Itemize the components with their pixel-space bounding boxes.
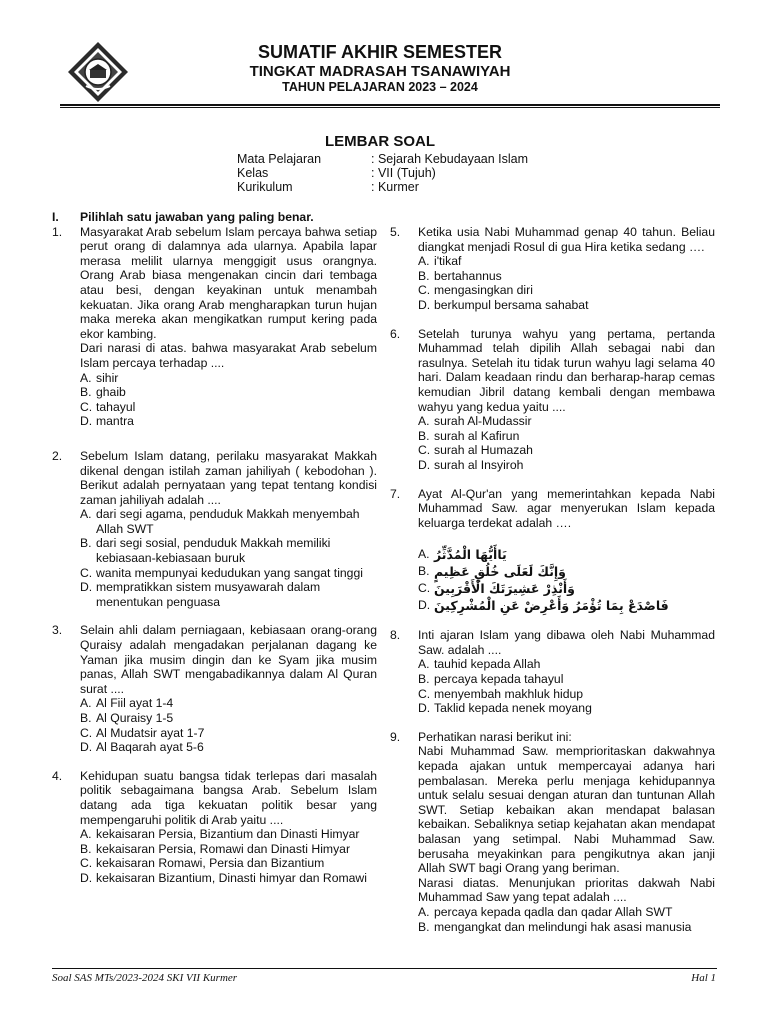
option[interactable] (418, 254, 715, 269)
question-number: 1. (52, 224, 63, 239)
option-letter: A. (418, 904, 430, 919)
question-3 (52, 623, 377, 754)
question-5 (390, 225, 715, 313)
option-letter: A. (418, 547, 430, 562)
option[interactable] (80, 696, 377, 711)
option-letter: B. (80, 841, 92, 856)
instruction-number: I. (52, 210, 59, 224)
instruction (52, 210, 377, 225)
exam-meta (237, 152, 528, 194)
option-letter: A. (80, 827, 92, 842)
header-divider (60, 104, 720, 106)
exam-title: SUMATIF AKHIR SEMESTER (257, 42, 502, 62)
option-text: tahayul (96, 399, 136, 414)
instruction-text: Pilihlah satu jawaban yang paling benar. (80, 210, 314, 224)
option-text: Al Baqarah ayat 5-6 (96, 740, 204, 755)
option-letter: B. (418, 268, 430, 283)
option[interactable] (418, 672, 715, 687)
option-letter: C. (418, 283, 431, 298)
option-text: percaya kepada qadla dan qadar Allah SWT (434, 904, 673, 919)
option-letter: C. (418, 686, 431, 701)
option[interactable] (418, 414, 715, 429)
meta-label: Mata Pelajaran (237, 152, 322, 166)
option-arabic-text: وَإِنَّكَ لَعَلَى خُلُقٍ عَظِيمٍ (434, 564, 566, 580)
sheet-title: LEMBAR SOAL (325, 133, 435, 150)
option[interactable] (80, 842, 377, 857)
question-narrative: Nabi Muhammad Saw. memprioritaskan dakwahnya kepada ajakan untuk mempercayai adanya hari pembalasan. Mereka perlu menjaga kehidupannya untuk selalu sesuai dengan aturan dan tuntunan Allah SWT. Setiap kebaikan akan mendapat balasan kebaikan. Sebaliknya setiap kejahatan akan mendapat balasan yang setimpal. Nabi Muhammad Saw. berusaha meyakinkan para pengikutnya akan janji Allah SWT bagi Orang yang beriman. (418, 744, 715, 876)
option-text: Al Mudatsir ayat 1-7 (96, 725, 205, 740)
option[interactable] (80, 385, 377, 400)
option-text: menyembah makhluk hidup (434, 686, 584, 701)
question-stem: Inti ajaran Islam yang dibawa oleh Nabi Muhammad Saw. adalah .... (418, 628, 715, 657)
question-8 (390, 628, 715, 716)
option-letter: D. (80, 740, 93, 755)
option-letter: C. (80, 725, 93, 740)
option[interactable] (418, 905, 715, 920)
option[interactable] (80, 871, 377, 886)
meta-row (237, 152, 528, 166)
option-letter: D. (80, 870, 93, 885)
meta-label: Kelas (237, 166, 269, 180)
option-letter: C. (418, 581, 431, 596)
option[interactable] (418, 687, 715, 702)
option-text: kekaisaran Persia, Bizantium dan Dinasti Himyar (96, 827, 360, 842)
question-4 (52, 769, 377, 886)
option-letter: A. (80, 370, 92, 385)
question-number: 8. (390, 628, 401, 643)
option[interactable] (418, 701, 715, 716)
option-text: dari segi agama, penduduk Makkah menyembah Allah SWT (96, 507, 360, 536)
option-text: surah al Insyiroh (434, 457, 524, 472)
footer-document-code: Soal SAS MTs/2023-2024 SKI VII Kurmer (52, 972, 238, 984)
option-text: berkumpul bersama sahabat (434, 297, 589, 312)
option[interactable] (80, 726, 377, 741)
question-number: 9. (390, 729, 401, 744)
option[interactable] (80, 371, 377, 386)
option[interactable] (80, 507, 377, 536)
option[interactable] (80, 740, 377, 755)
option-letter: C. (418, 443, 431, 458)
question-number: 4. (52, 768, 63, 783)
option-text: sihir (96, 370, 119, 385)
option[interactable] (418, 298, 715, 313)
question-number: 7. (390, 486, 401, 501)
option-letter: B. (418, 919, 430, 934)
question-2 (52, 449, 377, 610)
option-letter: B. (418, 428, 430, 443)
question-number: 2. (52, 448, 63, 463)
option-letter: D. (418, 297, 431, 312)
left-column (52, 210, 377, 886)
option-letter: C. (80, 565, 93, 580)
option-text: surah Al-Mudassir (434, 414, 532, 429)
question-stem: Ayat Al-Qur'an yang memerintahkan kepada Nabi Muhammad Saw. agar menyerukan Islam kepada keluarga terdekat adalah …. (418, 486, 715, 530)
option-letter: A. (418, 254, 430, 269)
question-stem: Perhatikan narasi berikut ini: (418, 729, 572, 744)
question-number: 5. (390, 225, 401, 239)
question-stem: Sebelum Islam datang, perilaku masyarakat Makkah dikenal dengan istilah zaman jahiliyah ( kebodohan ). Berikut adalah pernyataan yang tepat tentang kondisi zaman jahiliyah adalah .... (80, 448, 377, 507)
option-text: surah al Humazah (434, 443, 533, 458)
option-text: Al Fiil ayat 1-4 (96, 696, 174, 711)
question-stem: Kehidupan suatu bangsa tidak terlepas dari masalah politik sebagaimana bangsa Arab. Sebelum Islam datang ada tiga kekuatan politik besar yang mempengaruhi politik di Arab yaitu .... (80, 768, 377, 827)
option-text: kekaisaran Persia, Romawi dan Dinasti Himyar (96, 841, 350, 856)
question-stem-2: Dari narasi di atas. bahwa masyarakat Arab sebelum Islam percaya terhadap .... (80, 341, 377, 370)
meta-row (237, 180, 528, 194)
option[interactable] (80, 856, 377, 871)
option-text: i'tikaf (434, 254, 462, 269)
option-letter: D. (418, 598, 431, 613)
option-arabic-text: فَاصْدَعْ بِمَا تُؤْمَرُ وَأَعْرِضْ عَنِ الْمُشْرِكِينَ (434, 598, 669, 614)
option[interactable] (80, 536, 377, 565)
option[interactable] (418, 546, 715, 563)
option[interactable] (418, 269, 715, 284)
option-letter: A. (418, 657, 430, 672)
meta-value: : Kurmer (371, 180, 419, 194)
question-stem: Selain ahli dalam perniagaan, kebiasaan orang-orang Quraisy adalah mengadakan perjalanan dagang ke Yaman jika musim dingin dan ke Syam jika musim panas, Allah SWT mengabadikannya dalam Al Quran surat .... (80, 623, 377, 696)
question-6 (390, 327, 715, 473)
question-7 (390, 487, 715, 615)
option[interactable] (80, 827, 377, 842)
option-text: bertahannus (434, 268, 502, 283)
question-9 (390, 730, 715, 934)
option-letter: D. (80, 414, 93, 429)
option-text: mengangkat dan melindungi hak asasi manusia (434, 919, 692, 934)
option[interactable] (80, 400, 377, 415)
option[interactable] (418, 443, 715, 458)
option-letter: B. (418, 564, 430, 579)
question-stem: Ketika usia Nabi Muhammad genap 40 tahun. Beliau diangkat menjadi Rosul di gua Hira ketika sedang …. (418, 225, 715, 254)
option-arabic-text: يَاأَيُّهَا الْمُدَّثِّرُ (434, 547, 507, 563)
option[interactable] (418, 920, 715, 935)
question-stem: Masyarakat Arab sebelum Islam percaya bahwa setiap perut orang di dalamnya ada ularnya. Apabila lapar merasa melilit ularnya menggigit usus orangnya. Orang Arab biasa mengenakan cincin dari tembaga atau besi, dengan keyakinan untuk menambah kekuatan. Jika orang Arab mengharapkan turun hujan maka mereka akan mengikatkan rumput kering pada ekor kambing. (80, 224, 377, 341)
meta-value: : VII (Tujuh) (371, 166, 436, 180)
option[interactable] (418, 597, 715, 614)
option[interactable] (80, 414, 377, 429)
option-text: dari segi sosial, penduduk Makkah memiliki kebiasaan-kebiasaan buruk (96, 536, 331, 566)
option-letter: D. (80, 580, 93, 595)
option[interactable] (418, 657, 715, 672)
option[interactable] (418, 563, 715, 580)
madrasah-emblem-icon (66, 40, 130, 104)
question-number: 6. (390, 326, 401, 341)
option[interactable] (418, 283, 715, 298)
option-text: percaya kepada tahayul (434, 672, 564, 687)
option[interactable] (80, 711, 377, 726)
header-divider-thin (60, 107, 720, 108)
option-text: mempratikkan sistem musyawarah dalam menentukan penguasa (96, 580, 321, 609)
option-letter: A. (80, 696, 92, 711)
option-letter: B. (80, 536, 92, 551)
option-text: ghaib (96, 385, 126, 400)
option[interactable] (418, 580, 715, 597)
meta-row (237, 166, 528, 180)
option-letter: B. (418, 672, 430, 687)
option[interactable] (80, 566, 377, 581)
option-text: wanita mempunyai kedudukan yang sangat tinggi (96, 565, 363, 580)
footer-page-number: Hal 1 (691, 972, 716, 984)
option[interactable] (80, 580, 377, 609)
option[interactable] (418, 458, 715, 473)
option[interactable] (418, 429, 715, 444)
option-text: mengasingkan diri (434, 283, 533, 298)
option-text: Taklid kepada nenek moyang (434, 701, 592, 716)
meta-value: : Sejarah Kebudayaan Islam (371, 152, 529, 166)
option-letter: A. (80, 507, 92, 522)
option-text: mantra (96, 414, 134, 429)
option-letter: C. (80, 399, 93, 414)
option-letter: B. (80, 385, 92, 400)
footer-divider (52, 968, 717, 969)
option-text: tauhid kepada Allah (434, 657, 541, 672)
option-letter: D. (418, 701, 431, 716)
question-1 (52, 225, 377, 429)
academic-year: TAHUN PELAJARAN 2023 – 2024 (282, 80, 478, 94)
option-letter: A. (418, 414, 430, 429)
question-prompt: Narasi diatas. Menunjukan prioritas dakwah Nabi Muhammad Saw yang tepat adalah .... (418, 875, 715, 905)
question-number: 3. (52, 623, 63, 638)
option-letter: B. (80, 711, 92, 725)
option-text: kekaisaran Bizantium, Dinasti himyar dan Romawi (96, 870, 367, 885)
school-level: TINGKAT MADRASAH TSANAWIYAH (249, 63, 511, 80)
option-letter: C. (80, 856, 93, 871)
right-column (390, 225, 715, 934)
option-letter: D. (418, 457, 431, 472)
option-arabic-text: وَأَنْذِرْ عَشِيرَتَكَ الْأَقْرَبِينَ (434, 581, 575, 597)
meta-label: Kurikulum (237, 180, 293, 194)
question-stem: Setelah turunya wahyu yang pertama, pertanda Muhammad telah dipilih Allah sebagai nabi dan rasulnya. Setelah itu tidak turun wahyu lagi selama 40 hari. Dalam keadaan rindu dan berharap-harap cemas kemudian Jibril datang kembali dengan membawa wahyu yang kedua yaitu .... (418, 326, 715, 414)
option-text: surah al Kafirun (434, 428, 520, 443)
option-text: kekaisaran Romawi, Persia dan Bizantium (96, 856, 325, 871)
option-text: Al Quraisy 1-5 (96, 711, 174, 725)
